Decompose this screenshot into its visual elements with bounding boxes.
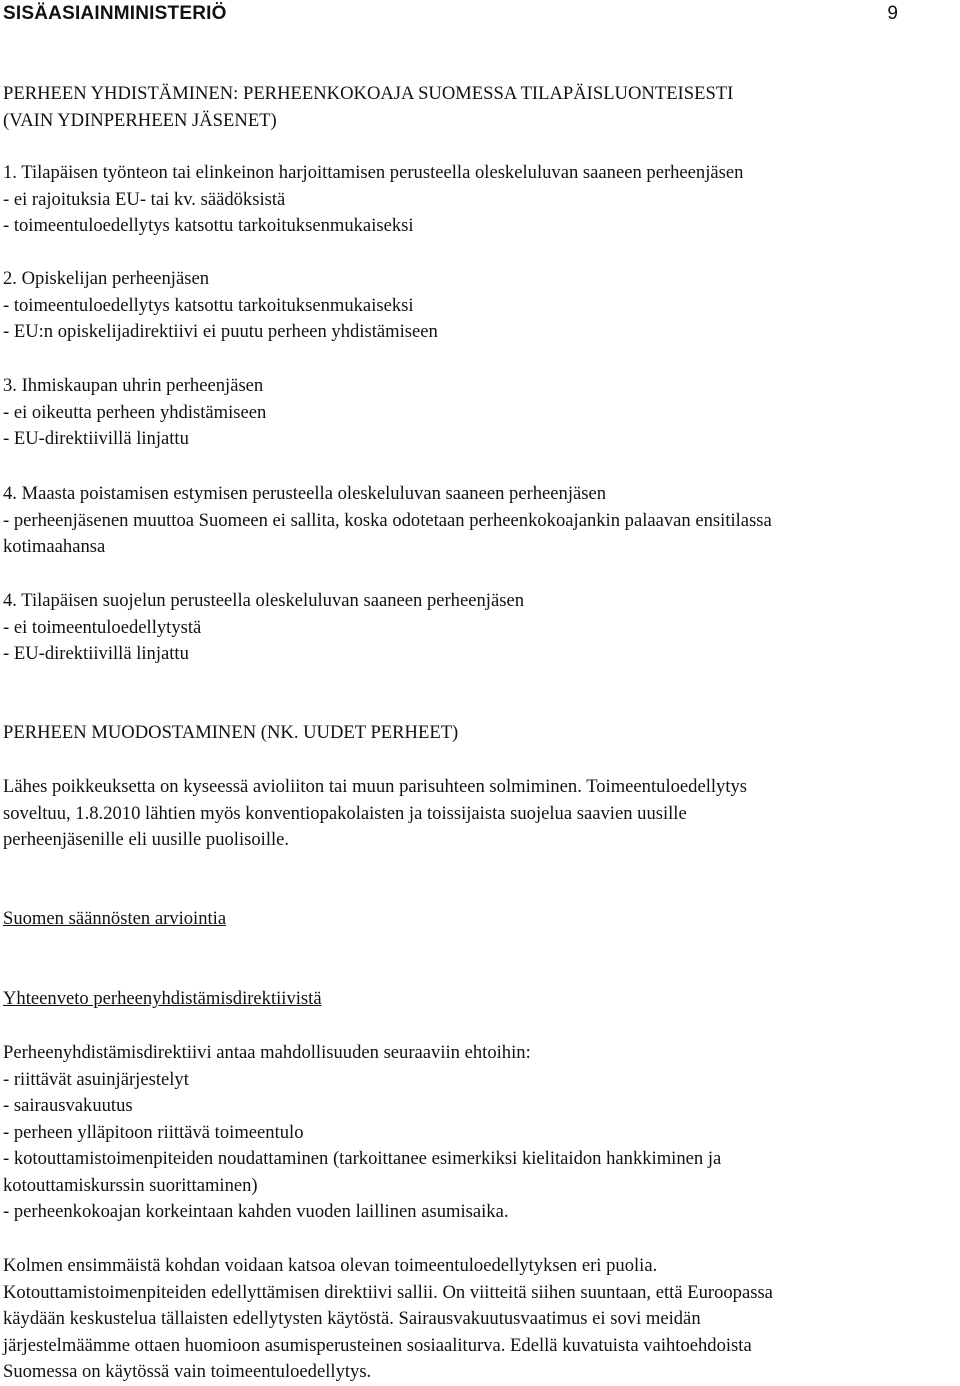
ministry-name: SISÄASIAINMINISTERIÖ bbox=[3, 3, 227, 24]
section1-heading bbox=[3, 81, 955, 134]
item-line: - EU:n opiskelijadirektiivi ei puutu perheen yhdistämiseen bbox=[3, 321, 438, 342]
item-line: - EU-direktiivillä linjattu bbox=[3, 428, 189, 449]
item-line: - toimeentuloedellytys katsottu tarkoituksenmukaiseksi bbox=[3, 215, 414, 236]
item-line: - ei toimeentuloedellytystä bbox=[3, 616, 202, 638]
item-line: - perheenjäsenen muuttoa Suomeen ei sallita, koska odotetaan perheenkokoajankin palaavan ensitilassa bbox=[3, 509, 772, 531]
item-line: - EU-direktiivillä linjattu bbox=[3, 643, 189, 664]
page-header bbox=[3, 3, 903, 31]
list-item bbox=[3, 266, 955, 346]
list-line: - perheen ylläpitoon riittävä toimeentulo bbox=[3, 1121, 304, 1143]
section3-paragraph bbox=[3, 1253, 955, 1386]
section3-subheading bbox=[3, 986, 955, 1013]
list-line: kotouttamiskurssin suorittaminen) bbox=[3, 1174, 258, 1196]
page-number: 9 bbox=[887, 3, 898, 24]
heading-line: (VAIN YDINPERHEEN JÄSENET) bbox=[3, 109, 277, 131]
paragraph-line: käydään keskustelua tällaisten edellytysten käytöstä. Sairausvakuutusvaatimus ei sovi meidän bbox=[3, 1308, 701, 1329]
paragraph-line: järjestelmäämme ottaen huomioon asumisperusteinen sosiaaliturva. Edellä kuvatuista vaihtoehdoista bbox=[3, 1334, 752, 1356]
paragraph-line: Kotouttamistoimenpiteiden edellyttämisen direktiivi sallii. On viitteitä siihen suuntaan, että Euroopassa bbox=[3, 1281, 773, 1303]
section2-paragraph bbox=[3, 774, 955, 854]
item-line: - ei oikeutta perheen yhdistämiseen bbox=[3, 401, 267, 423]
list-line: - sairausvakuutus bbox=[3, 1095, 133, 1116]
item-title: 4. Tilapäisen suojelun perusteella oleskeluluvan saaneen perheenjäsen bbox=[3, 590, 524, 611]
list-item bbox=[3, 588, 955, 668]
heading-line: Suomen säännösten arviointia bbox=[3, 908, 227, 929]
section3-heading bbox=[3, 906, 955, 933]
list-line: Perheenyhdistämisdirektiivi antaa mahdollisuuden seuraaviin ehtoihin: bbox=[3, 1042, 531, 1063]
item-line: - ei rajoituksia EU- tai kv. säädöksistä bbox=[3, 188, 286, 210]
paragraph-line: Suomessa on käytössä vain toimeentuloedellytys. bbox=[3, 1361, 372, 1382]
paragraph-line: Kolmen ensimmäistä kohdan voidaan katsoa olevan toimeentuloedellytyksen eri puolia. bbox=[3, 1255, 658, 1276]
list-line: - perheenkokoajan korkeintaan kahden vuoden laillinen asumisaika. bbox=[3, 1201, 509, 1222]
item-title: 4. Maasta poistamisen estymisen perusteella oleskeluluvan saaneen perheenjäsen bbox=[3, 483, 607, 504]
item-title: 1. Tilapäisen työnteon tai elinkeinon harjoittamisen perusteella oleskeluluvan saaneen perheenjäsen bbox=[3, 162, 744, 183]
item-title: 3. Ihmiskaupan uhrin perheenjäsen bbox=[3, 375, 264, 396]
paragraph-line: soveltuu, 1.8.2010 lähtien myös konventiopakolaisten ja toissijaista suojelua saavien uusille bbox=[3, 802, 687, 824]
list-item bbox=[3, 160, 955, 240]
list-item bbox=[3, 481, 955, 561]
paragraph-line: perheenjäsenille eli uusille puolisoille. bbox=[3, 829, 290, 850]
paragraph-line: Lähes poikkeuksetta on kyseessä avioliiton tai muun parisuhteen solmiminen. Toimeentuloedellytys bbox=[3, 776, 748, 797]
item-line: kotimaahansa bbox=[3, 536, 106, 557]
section2-heading bbox=[3, 720, 955, 747]
item-title: 2. Opiskelijan perheenjäsen bbox=[3, 268, 210, 289]
heading-line: PERHEEN YHDISTÄMINEN: PERHEENKOKOAJA SUOMESSA TILAPÄISLUONTEISESTI bbox=[3, 83, 734, 104]
subheading-line: Yhteenveto perheenyhdistämisdirektiivistä bbox=[3, 988, 322, 1009]
list-item bbox=[3, 373, 955, 453]
item-line: - toimeentuloedellytys katsottu tarkoituksenmukaiseksi bbox=[3, 294, 414, 316]
list-line: - kotouttamistoimenpiteiden noudattaminen (tarkoittanee esimerkiksi kielitaidon hankkiminen ja bbox=[3, 1148, 722, 1169]
heading-line: PERHEEN MUODOSTAMINEN (NK. UUDET PERHEET) bbox=[3, 722, 459, 743]
conditions-list bbox=[3, 1040, 955, 1226]
list-line: - riittävät asuinjärjestelyt bbox=[3, 1068, 189, 1090]
